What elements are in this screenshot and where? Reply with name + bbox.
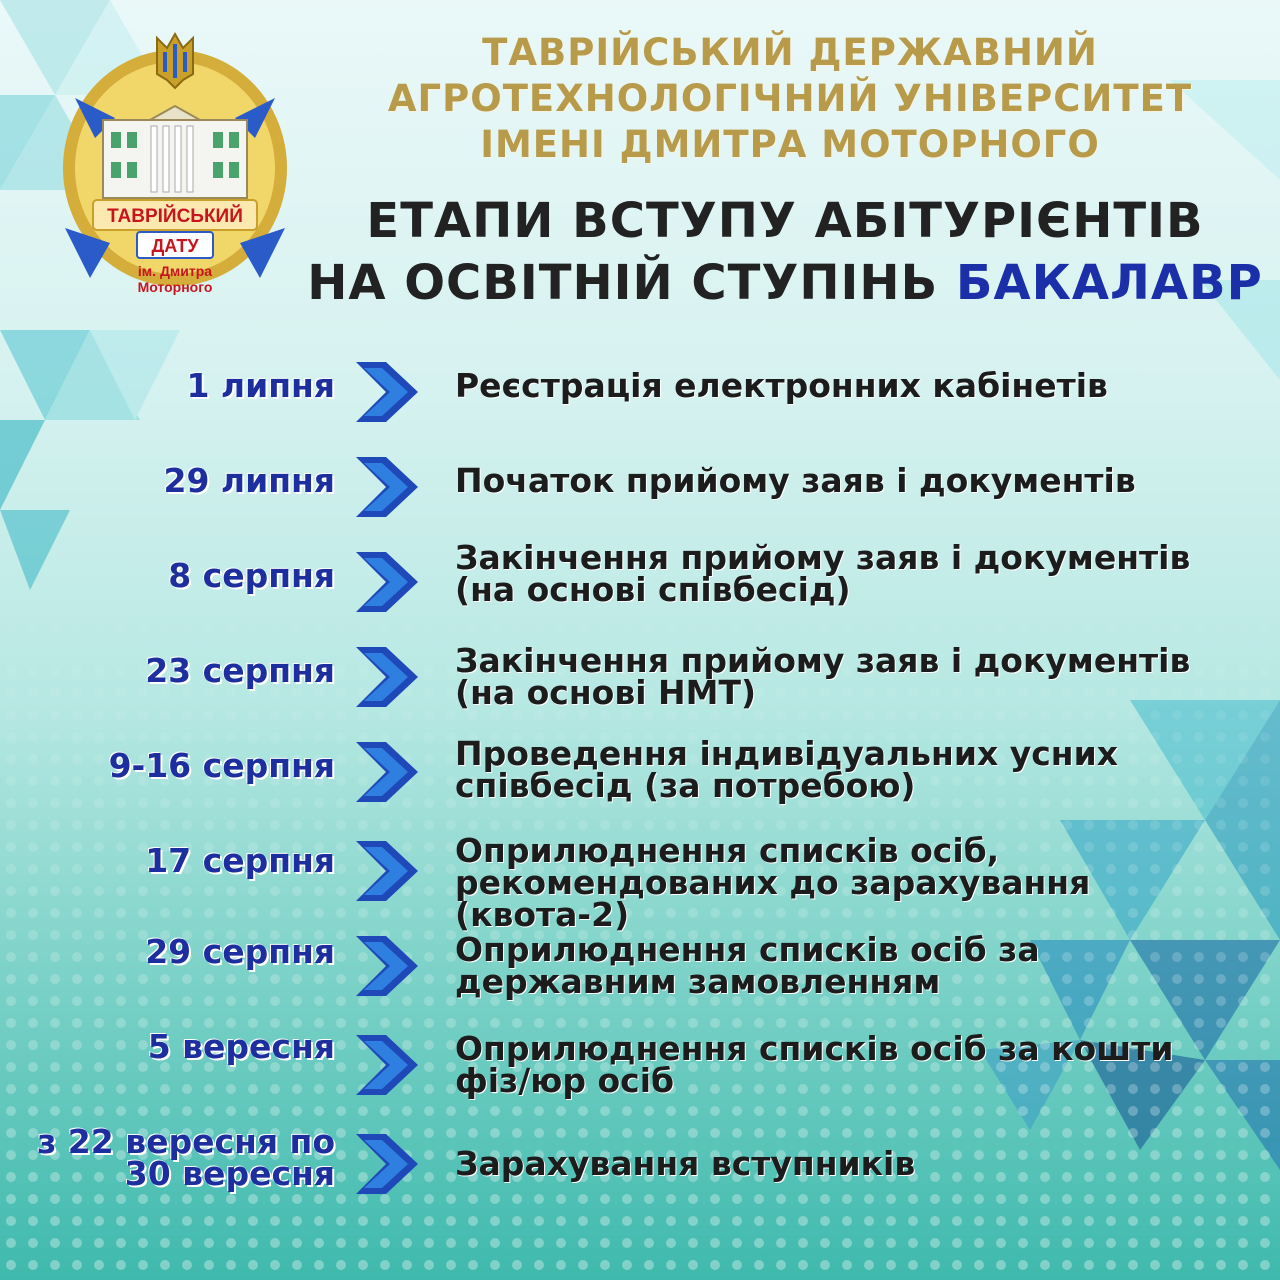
chevron-right-icon [352,934,422,998]
logo-line4: Моторного [137,279,213,295]
stage-date: 29 серпня [145,932,335,971]
stage-date: 29 липня [163,461,335,500]
stage-description: Зарахування вступників [455,1144,916,1183]
stage-description: Початок прийому заяв і документів [455,461,1136,500]
stage-description: Проведення індивідуальних усних співбесід (за потребою) [455,734,1119,805]
university-logo [55,28,295,298]
stage-description: Закінчення прийому заяв і документів (на основі НМТ) [455,641,1191,712]
stage-description: Оприлюднення списків осіб за кошти фіз/юр осіб [455,1029,1174,1100]
title-line-2-prefix: НА ОСВІТНІЙ СТУПІНЬ [307,255,956,311]
stage-date: 1 липня [186,366,335,405]
university-name-line: ІМЕНІ ДМИТРА МОТОРНОГО [480,123,1100,166]
chevron-right-icon [352,839,422,903]
page-title [300,190,1270,314]
chevron-right-icon [352,740,422,804]
stage-date: 23 серпня [145,651,335,690]
logo-line1: ТАВРІЙСЬКИЙ [107,206,243,227]
stage-description: Закінчення прийому заяв і документів (на основі співбесід) [455,538,1191,609]
stage-date: 17 серпня [145,841,335,880]
stage-description: Оприлюднення списків осіб за державним замовленням [455,930,1040,1001]
stage-date: 9-16 серпня [108,746,335,785]
title-line-2 [300,252,1270,314]
chevron-right-icon [352,455,422,519]
university-name [330,30,1250,168]
chevron-right-icon [352,550,422,614]
stage-date: 8 серпня [168,556,335,595]
chevron-right-icon [352,1132,422,1196]
stage-date: 5 вересня [147,1027,335,1066]
stage-description: Оприлюднення списків осіб, рекомендованих до зарахування (квота-2) [455,831,1091,934]
logo-line3: ім. Дмитра [137,263,213,279]
title-accent-degree: БАКАЛАВР [955,255,1263,311]
stage-description: Реєстрація електронних кабінетів [455,366,1108,405]
stage-date: з 22 вересня по 30 вересня [37,1122,335,1193]
chevron-right-icon [352,360,422,424]
chevron-right-icon [352,1033,422,1097]
logo-line2: ДАТУ [151,236,199,256]
university-name-line: ТАВРІЙСЬКИЙ ДЕРЖАВНИЙ [482,31,1098,74]
title-line-1: ЕТАПИ ВСТУПУ АБІТУРІЄНТІВ [366,193,1204,249]
university-name-line: АГРОТЕХНОЛОГІЧНИЙ УНІВЕРСИТЕТ [387,77,1193,120]
chevron-right-icon [352,645,422,709]
